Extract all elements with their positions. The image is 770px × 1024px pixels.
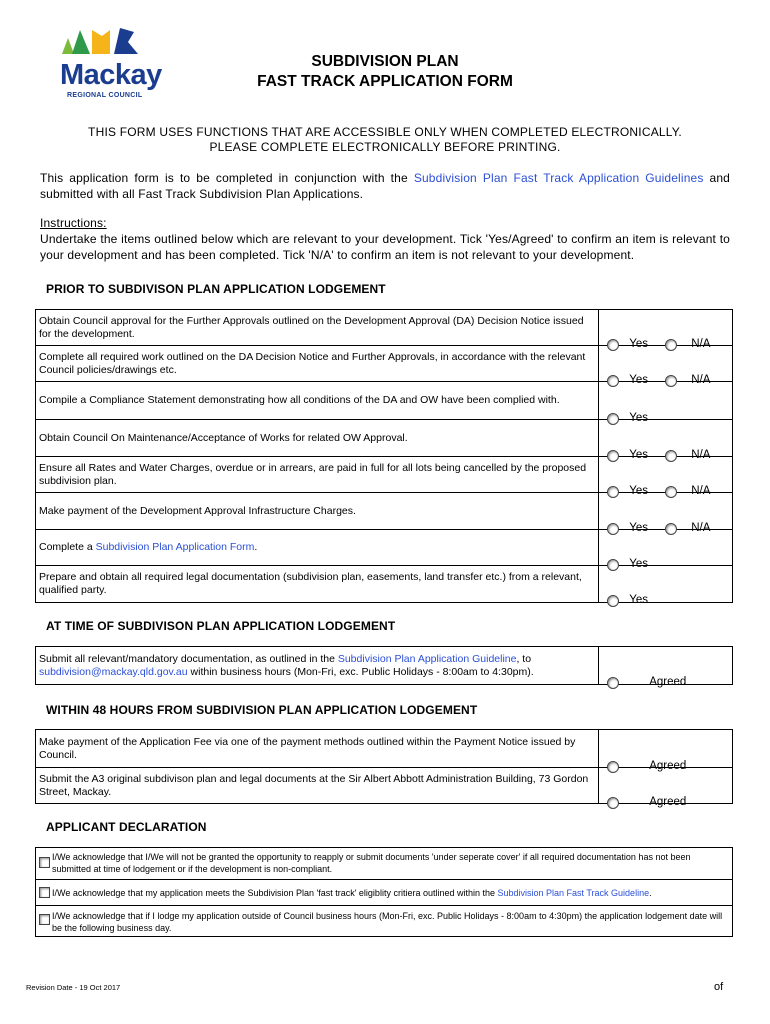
item-text: Make payment of the Development Approval Infrastructure Charges.	[36, 493, 599, 530]
declaration-row	[36, 880, 732, 906]
yes-radio[interactable]	[607, 559, 619, 571]
table-row	[36, 457, 733, 493]
item-text: Complete all required work outlined on the DA Decision Notice and Further Approvals, in accordance with the relevant Council policies/drawings etc.	[36, 346, 599, 382]
yes-radio[interactable]	[607, 486, 619, 498]
declaration-text-before: I/We acknowledge that my application meets the Subdivision Plan 'fast track' eligiblity critiera outlined within the	[52, 888, 498, 898]
logo-subtitle: REGIONAL COUNCIL	[67, 92, 143, 99]
prior-lodgement-table	[35, 309, 733, 606]
declaration-text: I/We acknowledge that if I lodge my application outside of Council business hours (Mon-Fri, exc. Public Holidays - 8:00am to 4:30pm) the application lodgement date will be the following business day.	[52, 911, 723, 933]
at-time-table	[35, 646, 733, 688]
yes-label: Yes	[629, 594, 648, 606]
na-label: N/A	[691, 522, 711, 534]
declaration-checkbox[interactable]	[39, 914, 50, 925]
electronic-notice-line1: THIS FORM USES FUNCTIONS THAT ARE ACCESSIBLE ONLY WHEN COMPLETED ELECTRONICALLY.	[88, 125, 682, 139]
logo-wordmark: Mackay	[60, 59, 162, 91]
within-48-table	[35, 729, 733, 808]
guidelines-link[interactable]: Subdivision Plan Fast Track Application Guidelines	[413, 171, 704, 185]
declaration-text: I/We acknowledge that I/We will not be granted the opportunity to reapply or submit documents 'under seperate cover' if all required documentation has not been submitted at time of lodgement or if the development is non-compliant.	[52, 852, 691, 874]
declaration-checkbox[interactable]	[39, 857, 50, 868]
item-text: Obtain Council approval for the Further Approvals outlined on the Development Approval (DA) Decision Notice issued for the development.	[36, 310, 599, 346]
instructions-text: Undertake the items outlined below which are relevant to your development. Tick 'Yes/Agreed' to confirm an item is relevant to your development and has been completed. Tick 'N/A' to confirm an item is not relevant to your development.	[40, 232, 730, 262]
table-row	[36, 647, 733, 685]
instructions-heading: Instructions:	[40, 216, 107, 230]
declaration-row	[36, 906, 732, 936]
declaration-box	[35, 847, 733, 937]
logo-leaf-2	[72, 30, 90, 54]
revision-date: Revision Date - 19 Oct 2017	[26, 983, 121, 992]
section-heading-at-time: AT TIME OF SUBDIVISON PLAN APPLICATION LODGEMENT	[46, 619, 396, 633]
table-row	[36, 768, 733, 804]
yes-radio[interactable]	[607, 339, 619, 351]
item-text: Obtain Council On Maintenance/Acceptance of Works for related OW Approval.	[36, 420, 599, 457]
agreed-radio[interactable]	[607, 797, 619, 809]
agreed-label: Agreed	[649, 759, 687, 772]
item-text-before: Complete a	[39, 541, 96, 553]
na-label: N/A	[691, 373, 711, 386]
yes-label: Yes	[629, 484, 648, 497]
na-label: N/A	[691, 484, 711, 497]
electronic-notice-line2: PLEASE COMPLETE ELECTRONICALLY BEFORE PRINTING.	[209, 140, 561, 154]
fast-track-guideline-link[interactable]: Subdivision Plan Fast Track Guideline	[497, 888, 650, 898]
table-row	[36, 530, 733, 566]
logo-wave-shape	[114, 28, 138, 54]
na-radio[interactable]	[665, 486, 677, 498]
agreed-radio[interactable]	[607, 677, 619, 689]
yes-radio[interactable]	[607, 375, 619, 387]
intro-text-after: and submitted with all Fast Track Subdivision Plan Applications.	[40, 171, 730, 201]
application-guideline-link[interactable]: Subdivision Plan Application Guideline	[337, 652, 517, 665]
table-row	[36, 730, 733, 768]
form-title-line2: FAST TRACK APPLICATION FORM	[257, 73, 513, 90]
item-text: Compile a Compliance Statement demonstrating how all conditions of the DA and OW have been complied with.	[36, 382, 599, 420]
declaration-row	[36, 848, 732, 880]
page-number: of	[714, 981, 724, 993]
table-row	[36, 420, 733, 457]
item-text-after: .	[254, 541, 258, 553]
na-radio[interactable]	[665, 375, 677, 387]
table-row	[36, 346, 733, 382]
intro-paragraph	[40, 170, 730, 202]
agreed-radio[interactable]	[607, 761, 619, 773]
item-text-mid: , to	[516, 652, 532, 665]
declaration-text-after: .	[649, 888, 652, 898]
yes-label: Yes	[629, 337, 648, 350]
na-label: N/A	[691, 449, 711, 461]
application-form-link[interactable]: Subdivision Plan Application Form	[95, 541, 255, 553]
item-text: Prepare and obtain all required legal documentation (subdivision plan, easements, land transfer etc.) from a relevant, qualified party.	[36, 566, 599, 603]
item-text-after: within business hours (Mon-Fri, exc. Public Holidays - 8:00am to 4:30pm).	[187, 665, 534, 678]
agreed-label: Agreed	[649, 675, 687, 688]
table-row	[36, 310, 733, 346]
section-heading-declaration: APPLICANT DECLARATION	[46, 820, 207, 834]
item-text	[36, 530, 599, 566]
item-text: Make payment of the Application Fee via one of the payment methods outlined within the Payment Notice issued by Council.	[36, 730, 599, 768]
yes-radio[interactable]	[607, 595, 619, 607]
table-row	[36, 382, 733, 420]
declaration-checkbox[interactable]	[39, 887, 50, 898]
yes-label: Yes	[629, 522, 648, 534]
section-heading-prior: PRIOR TO SUBDIVISON PLAN APPLICATION LODGEMENT	[46, 282, 386, 296]
yes-label: Yes	[629, 557, 648, 570]
yes-label: Yes	[629, 411, 648, 424]
yes-label: Yes	[629, 449, 648, 461]
form-title-line1: SUBDIVISION PLAN	[311, 53, 459, 70]
item-text	[36, 647, 599, 685]
yes-label: Yes	[629, 373, 648, 386]
item-text-before: Submit all relevant/mandatory documentation, as outlined in the	[39, 652, 338, 665]
agreed-label: Agreed	[649, 795, 687, 808]
table-row	[36, 566, 733, 603]
table-row	[36, 493, 733, 530]
na-label: N/A	[691, 337, 711, 350]
na-radio[interactable]	[665, 339, 677, 351]
item-text: Submit the A3 original subdivison plan and legal documents at the Sir Albert Abbott Administration Building, 73 Gordon Street, Mackay.	[36, 768, 599, 804]
instructions-block	[40, 215, 730, 263]
logo-sun-shape	[92, 30, 110, 54]
section-heading-within-48: WITHIN 48 HOURS FROM SUBDIVISION PLAN APPLICATION LODGEMENT	[46, 703, 478, 717]
intro-text-before: This application form is to be completed in conjunction with the	[40, 171, 414, 185]
email-link[interactable]: subdivision@mackay.qld.gov.au	[39, 665, 188, 678]
item-text: Ensure all Rates and Water Charges, overdue or in arrears, are paid in full for all lots being cancelled by the proposed subdivision plan.	[36, 457, 599, 493]
yes-radio[interactable]	[607, 413, 619, 425]
